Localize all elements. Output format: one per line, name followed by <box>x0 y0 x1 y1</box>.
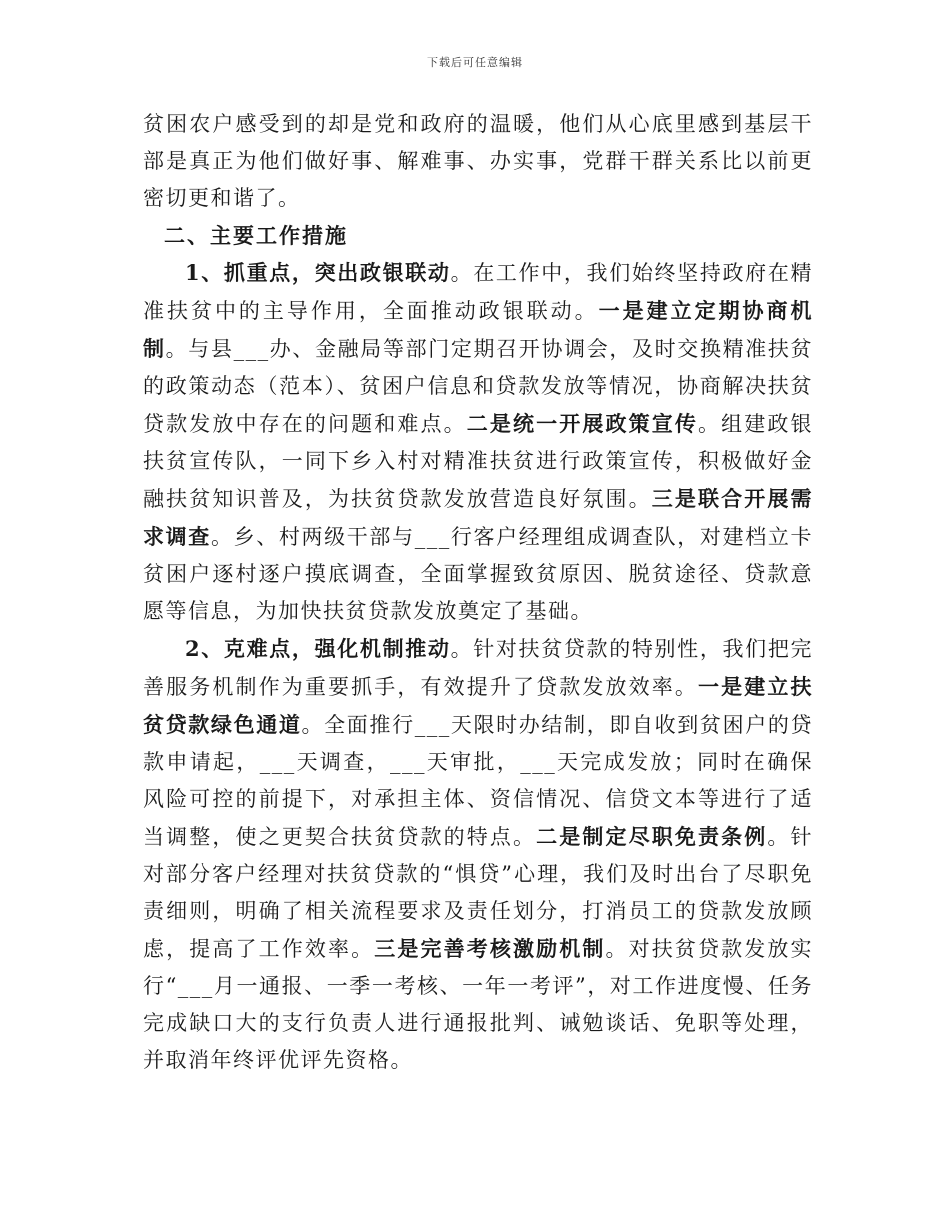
paragraph-2-text-3: 。针对部分客户经理对扶贫贷款的“惧贷”心理，我们及时出台了尽职免责细则，明确了相关流程要求及责任划分，打消员工的贷款发放顾虑，提高了工作效率。 <box>143 825 813 961</box>
document-body <box>143 106 813 1079</box>
paragraph-intro: 贫困农户感受到的却是党和政府的温暖，他们从心底里感到基层干部是真正为他们做好事、解难事、办实事，党群干群关系比以前更密切更和谐了。 <box>143 112 813 210</box>
paragraph-1-point-3: 三是联合开展需求调查 <box>143 486 813 549</box>
paragraph-2 <box>143 630 813 1079</box>
page-header: 下载后可任意编辑 <box>427 56 523 69</box>
paragraph-2-text-1: 。针对扶贫贷款的特别性，我们把完善服务机制作为重要抓手，有效提升了贷款发放效率。 <box>143 637 813 699</box>
paragraph-1-point-1: 一是建立定期协商机制 <box>143 298 814 361</box>
paragraph-2-text-4: 。对扶贫贷款发放实行“___月一通报、一季一考核、一年一考评”，对工作进度慢、任务完成缺口大的支行负责人进行通报批判、诫勉谈话、免职等处理，并取消年终评优评先资格。 <box>143 937 813 1072</box>
paragraph-1-text-1: 。在工作中，我们始终坚持政府在精准扶贫中的主导作用，全面推动政银联动。 <box>143 261 813 323</box>
paragraph-2-text-2: 。全面推行___天限时办结制，即自收到贫困户的贷款申请起，___天调查，___天审批，___天完成发放；同时在确保风险可控的前提下，对承担主体、资信情况、信贷文本等进行了适当调整，使之更契合扶贫贷款的特点。 <box>143 713 813 849</box>
paragraph-2-point-3: 三是完善考核激励机制 <box>374 936 606 961</box>
paragraph-2-point-1: 一是建立扶贫贷款绿色通道 <box>143 674 813 737</box>
paragraph-1-heading: 1、抓重点，突出政银联动 <box>185 260 451 285</box>
paragraph-2-heading: 2、克难点，强化机制推动 <box>185 636 451 661</box>
paragraph-1-point-2: 二是统一开展政策宣传 <box>466 411 698 436</box>
paragraph-1-text-2: 。与县___办、金融局等部门定期召开协调会，及时交换精准扶贫的政策动态（范本）、贫困户信息和贷款发放等情况，协商解决扶贫贷款发放中存在的问题和难点。 <box>143 337 814 436</box>
paragraph-1-text-3: 。组建政银扶贫宣传队，一同下乡入村对精准扶贫进行政策宣传，积极做好金融扶贫知识普及，为扶贫贷款发放营造良好氛围。 <box>143 412 813 511</box>
paragraph-2-point-2: 二是制定尽职免责条例 <box>536 824 768 849</box>
paragraph-1-text-4: 。乡、村两级干部与___行客户经理组成调查队，对建档立卡贫困户逐村逐户摸底调查，全面掌握致贫原因、脱贫途径、贷款意愿等信息，为加快扶贫贷款发放奠定了基础。 <box>143 525 814 623</box>
paragraph-1 <box>143 254 813 630</box>
section-heading: 二、主要工作措施 <box>164 223 348 248</box>
